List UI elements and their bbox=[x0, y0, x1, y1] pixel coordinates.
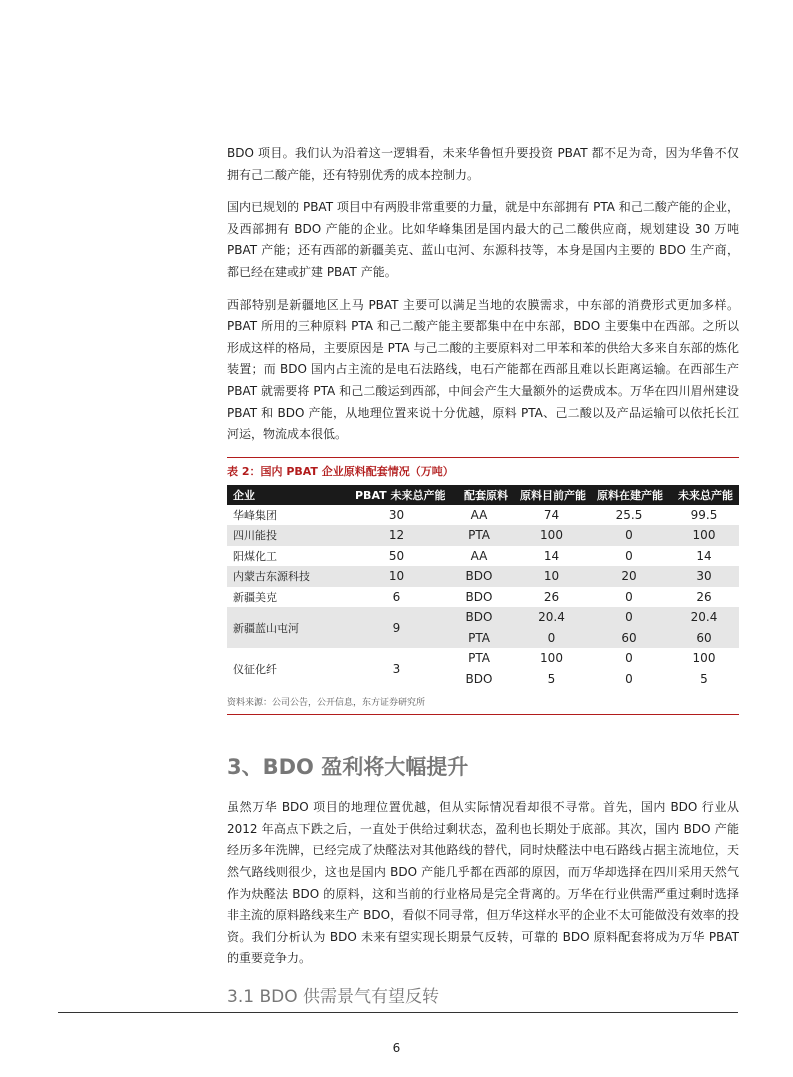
header-building-capacity: 原料在建产能 bbox=[597, 488, 663, 502]
cell-material: BDO bbox=[444, 587, 514, 608]
header-company: 企业 bbox=[233, 488, 255, 502]
paragraph-1: BDO 项目。我们认为沿着这一逻辑看，未来华鲁恒升要投资 PBAT 都不足为奇，因为华鲁不仅拥有己二酸产能，还有特别优秀的成本控制力。 bbox=[227, 146, 739, 182]
cell-building-capacity: 0 bbox=[589, 525, 669, 546]
cell-current-capacity: 100 bbox=[514, 525, 589, 546]
cell-material: BDO bbox=[444, 566, 514, 587]
cell-future-capacity: 60 bbox=[669, 628, 739, 649]
cell-future-capacity: 20.4 bbox=[669, 607, 739, 628]
cell-material: PTA bbox=[444, 648, 514, 669]
subsection-heading: 3.1 BDO 供需景气有望反转 bbox=[227, 986, 439, 1007]
cell-material: PTA bbox=[444, 525, 514, 546]
table-row bbox=[227, 525, 739, 546]
cell-building-capacity: 0 bbox=[589, 607, 669, 628]
cell-pbat-capacity: 30 bbox=[349, 505, 444, 526]
table-row bbox=[227, 587, 739, 608]
cell-pbat-capacity: 9 bbox=[349, 607, 444, 648]
cell-company: 新疆蓝山屯河 bbox=[227, 607, 349, 648]
cell-current-capacity: 20.4 bbox=[514, 607, 589, 628]
cell-material: AA bbox=[444, 505, 514, 526]
cell-building-capacity: 25.5 bbox=[589, 505, 669, 526]
header-future-capacity: 未来总产能 bbox=[678, 488, 733, 502]
cell-building-capacity: 0 bbox=[589, 669, 669, 690]
cell-company: 仪征化纤 bbox=[227, 648, 349, 689]
table-bottom-rule bbox=[227, 714, 739, 715]
cell-current-capacity: 0 bbox=[514, 628, 589, 649]
cell-future-capacity: 99.5 bbox=[669, 505, 739, 526]
cell-building-capacity: 0 bbox=[589, 546, 669, 567]
cell-company: 阳煤化工 bbox=[227, 546, 349, 567]
cell-building-capacity: 0 bbox=[589, 587, 669, 608]
cell-future-capacity: 14 bbox=[669, 546, 739, 567]
section-paragraph: 虽然万华 BDO 项目的地理位置优越，但从实际情况看却很不寻常。首先，国内 BDO 行业从 2012 年高点下跌之后，一直处于供给过剩状态，盈利也长期处于底部。其次，国内 BDO 产能经历多年洗牌，已经完成了炔醛法对其他路线的替代，同时炔醛法中电石路线占据主流地位，天然气路线则很少，这也是国内 BDO 产能几乎都在西部的原因，而万华却选择在四川采用天然气作为炔醛法 BDO 的原料，这和当前的行业格局是完全背离的。万华在行业供需严重过剩时选择非主流的原料路线来生产 BDO，看似不同寻常，但万华这样水平的企业不太可能做没有效率的投资。我们分析认为 BDO 未来有望实现长期景气反转，可靠的 BDO 原料配套将成为万华 PBAT 的重要竞争力。 bbox=[227, 800, 739, 966]
table-row bbox=[227, 648, 739, 669]
table-row bbox=[227, 546, 739, 567]
paragraph-3: 西部特别是新疆地区上马 PBAT 主要可以满足当地的农膜需求，中东部的消费形式更加多样。PBAT 所用的三种原料 PTA 和己二酸产能主要都集中在中东部，BDO 主要集中在西部。之所以形成这样的格局，主要原因是 PTA 与己二酸的主要原料对二甲苯和苯的供给大多来自东部的炼化装置；而 BDO 国内占主流的是电石法路线，电石产能都在西部且难以长距离运输。在西部生产 PBAT 就需要将 PTA 和己二酸运到西部，中间会产生大量额外的运费成本。万华在四川眉州建设 PBAT 和 BDO 产能，从地理位置来说十分优越，原料 PTA、己二酸以及产品运输可以依托长江河运，物流成本很低。 bbox=[227, 297, 739, 442]
cell-current-capacity: 10 bbox=[514, 566, 589, 587]
table-source: 资料来源：公司公告，公开信息，东方证券研究所 bbox=[227, 698, 426, 709]
pbat-material-table bbox=[227, 485, 739, 690]
table-header-row bbox=[227, 485, 739, 505]
cell-material: AA bbox=[444, 546, 514, 567]
footer-rule bbox=[58, 1012, 738, 1013]
cell-current-capacity: 14 bbox=[514, 546, 589, 567]
cell-company: 华峰集团 bbox=[227, 505, 349, 526]
cell-pbat-capacity: 12 bbox=[349, 525, 444, 546]
page-content bbox=[227, 143, 739, 1007]
table-row bbox=[227, 505, 739, 526]
cell-current-capacity: 26 bbox=[514, 587, 589, 608]
cell-building-capacity: 20 bbox=[589, 566, 669, 587]
header-pbat-capacity: PBAT 未来总产能 bbox=[355, 488, 446, 502]
cell-future-capacity: 26 bbox=[669, 587, 739, 608]
cell-current-capacity: 5 bbox=[514, 669, 589, 690]
cell-building-capacity: 60 bbox=[589, 628, 669, 649]
cell-current-capacity: 74 bbox=[514, 505, 589, 526]
cell-pbat-capacity: 10 bbox=[349, 566, 444, 587]
section-heading: 3、BDO 盈利将大幅提升 bbox=[227, 755, 469, 780]
cell-future-capacity: 100 bbox=[669, 648, 739, 669]
page-number: 6 bbox=[392, 1041, 401, 1055]
cell-pbat-capacity: 6 bbox=[349, 587, 444, 608]
cell-future-capacity: 30 bbox=[669, 566, 739, 587]
cell-pbat-capacity: 50 bbox=[349, 546, 444, 567]
cell-material: BDO bbox=[444, 607, 514, 628]
cell-current-capacity: 100 bbox=[514, 648, 589, 669]
cell-future-capacity: 100 bbox=[669, 525, 739, 546]
cell-company: 四川能投 bbox=[227, 525, 349, 546]
header-material: 配套原料 bbox=[464, 488, 508, 502]
cell-building-capacity: 0 bbox=[589, 648, 669, 669]
table-row bbox=[227, 566, 739, 587]
cell-pbat-capacity: 3 bbox=[349, 648, 444, 689]
table-title: 表 2：国内 PBAT 企业原料配套情况（万吨） bbox=[227, 464, 454, 478]
paragraph-2: 国内已规划的 PBAT 项目中有两股非常重要的力量，就是中东部拥有 PTA 和己二酸产能的企业，及西部拥有 BDO 产能的企业。比如华峰集团是国内最大的己二酸供应商，规划建设 30 万吨 PBAT 产能；还有西部的新疆美克、蓝山屯河、东源科技等，本身是国内主要的 BDO 生产商，都已经在建或扩建 PBAT 产能。 bbox=[227, 200, 739, 279]
cell-future-capacity: 5 bbox=[669, 669, 739, 690]
header-current-capacity: 原料目前产能 bbox=[520, 488, 586, 502]
cell-material: PTA bbox=[444, 628, 514, 649]
cell-material: BDO bbox=[444, 669, 514, 690]
table-body bbox=[227, 505, 739, 690]
cell-company: 内蒙古东源科技 bbox=[227, 566, 349, 587]
cell-company: 新疆美克 bbox=[227, 587, 349, 608]
table-row bbox=[227, 607, 739, 628]
table-block bbox=[227, 457, 739, 716]
